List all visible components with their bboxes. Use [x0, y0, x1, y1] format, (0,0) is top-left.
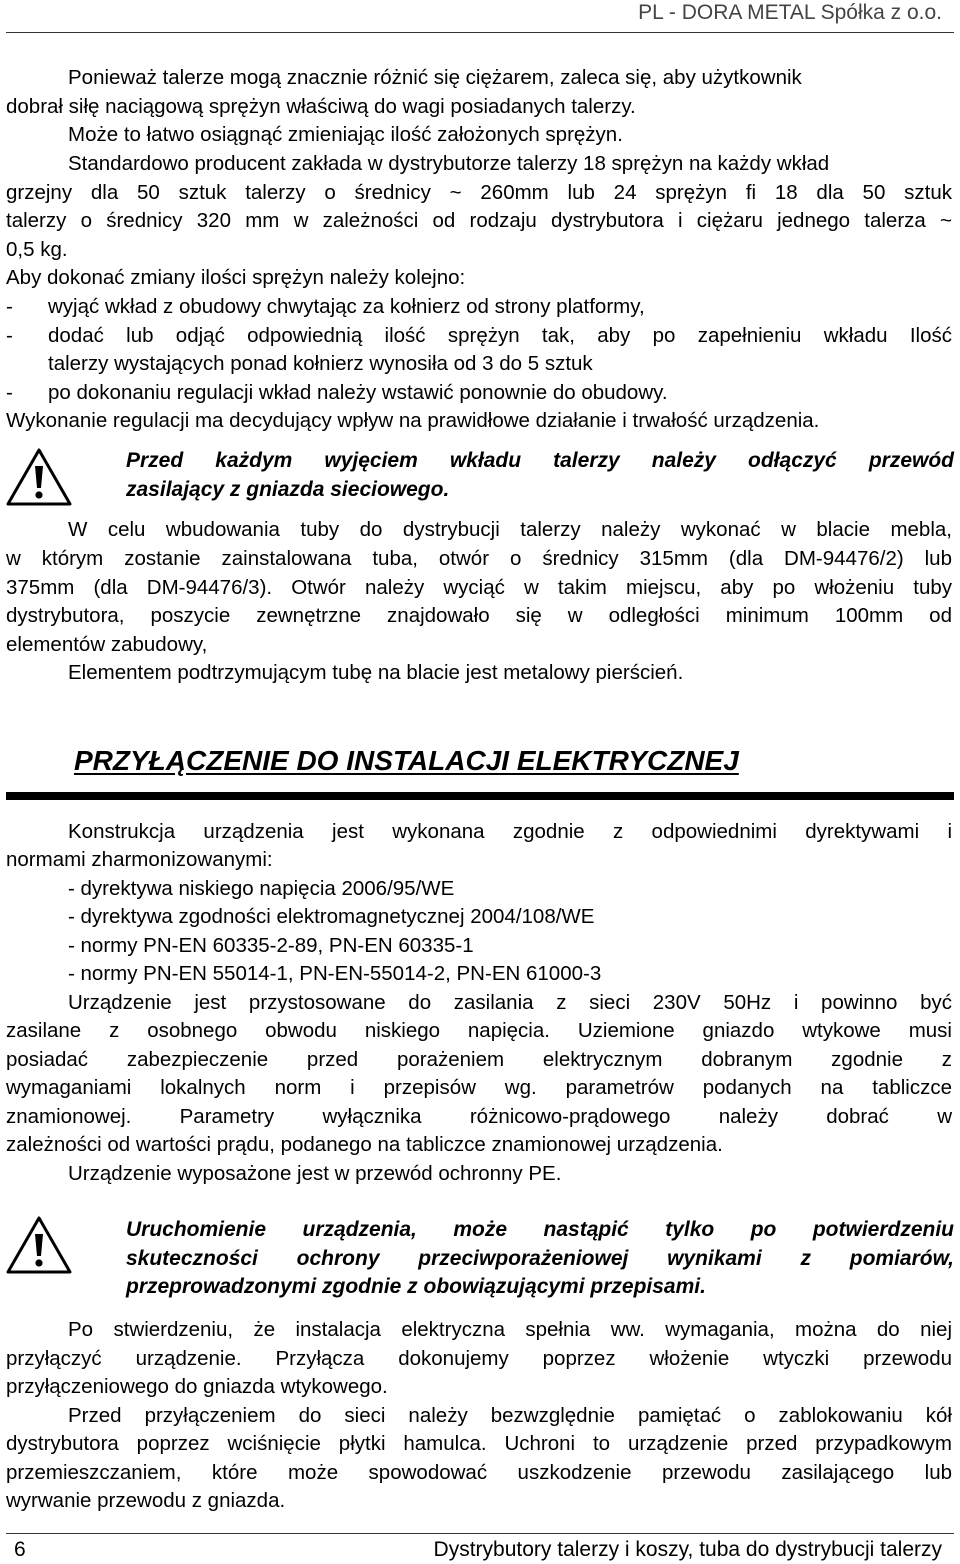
warning-triangle-icon	[4, 446, 74, 508]
list-item: po dokonaniu regulacji wkład należy wstawić ponownie do obudowy.	[48, 381, 668, 404]
heading-rule	[6, 792, 954, 800]
paragraph-line: Urządzenie jest przystosowane do zasilania z sieci 230V 50Hz i powinno być	[68, 991, 952, 1014]
list-item: - normy PN-EN 60335-2-89, PN-EN 60335-1	[68, 934, 474, 957]
list-item: - dyrektywa niskiego napięcia 2006/95/WE	[68, 877, 455, 900]
paragraph-line: wyrwanie przewodu z gniazda.	[6, 1489, 286, 1512]
paragraph-line: talerzy o średnicy 320 mm w zależności od rodzaju dystrybutora i ciężaru jednego talerza ~	[6, 209, 952, 232]
list-dash: -	[6, 295, 13, 318]
paragraph-line: Może to łatwo osiągnąć zmieniając ilość założonych sprężyn.	[68, 123, 623, 146]
warning-text: Uruchomienie urządzenia, może nastąpić tylko po potwierdzeniu	[126, 1218, 954, 1241]
paragraph-line: 0,5 kg.	[6, 238, 68, 261]
paragraph-line: przyłączeniowego do gniazda wtykowego.	[6, 1375, 388, 1398]
list-item: wyjąć wkład z obudowy chwytając za kołnierz od strony platformy,	[48, 295, 645, 318]
page-number: 6	[14, 1538, 26, 1561]
paragraph-line: 375mm (dla DM-94476/3). Otwór należy wyciąć w takim miejscu, aby po włożeniu tuby	[6, 576, 952, 599]
list-dash: -	[6, 324, 13, 347]
list-dash: -	[6, 381, 13, 404]
footer-rule	[6, 1533, 954, 1534]
paragraph-line: przyłączyć urządzenie. Przyłącza dokonujemy poprzez włożenie wtyczki przewodu	[6, 1347, 952, 1370]
paragraph-line: Przed przyłączeniem do sieci należy bezwzględnie pamiętać o zablokowaniu kół	[68, 1404, 952, 1427]
paragraph-line: dystrybutora poprzez wciśnięcie płytki hamulca. Uchroni to urządzenie przed przypadkowym	[6, 1432, 952, 1455]
warning-text: Przed każdym wyjęciem wkładu talerzy należy odłączyć przewód	[126, 449, 954, 472]
paragraph-line: wymaganiami lokalnych norm i przepisów wg. parametrów podanych na tabliczce	[6, 1076, 952, 1099]
paragraph-line: Ponieważ talerze mogą znacznie różnić się ciężarem, zaleca się, aby użytkownik	[68, 66, 802, 89]
warning-text: skuteczności ochrony przeciwporażeniowej wynikami z pomiarów,	[126, 1247, 954, 1270]
paragraph-line: posiadać zabezpieczenie przed porażeniem elektrycznym dobranym zgodnie z	[6, 1048, 952, 1071]
warning-text: przeprowadzonymi zgodnie z obowiązującymi przepisami.	[126, 1275, 706, 1298]
list-item: - dyrektywa zgodności elektromagnetycznej 2004/108/WE	[68, 905, 595, 928]
paragraph-line: Elementem podtrzymującym tubę na blacie jest metalowy pierścień.	[68, 661, 684, 684]
paragraph-line: Wykonanie regulacji ma decydujący wpływ na prawidłowe działanie i trwałość urządzenia.	[6, 409, 820, 432]
paragraph-line: elementów zabudowy,	[6, 633, 208, 656]
warning-text: zasilający z gniazda sieciowego.	[126, 478, 450, 501]
paragraph-line: Po stwierdzeniu, że instalacja elektryczna spełnia ww. wymagania, można do niej	[68, 1318, 952, 1341]
paragraph-line: dystrybutora, poszycie zewnętrzne znajdowało się w odległości minimum 100mm od	[6, 604, 952, 627]
list-item: talerzy wystających ponad kołnierz wynosiła od 3 do 5 sztuk	[48, 352, 593, 375]
paragraph-line: normami zharmonizowanymi:	[6, 848, 273, 871]
paragraph-line: zależności od wartości prądu, podanego na tabliczce znamionowej urządzenia.	[6, 1133, 723, 1156]
paragraph-line: Standardowo producent zakłada w dystrybutorze talerzy 18 sprężyn na każdy wkład	[68, 152, 830, 175]
footer-title: Dystrybutory talerzy i koszy, tuba do dystrybucji talerzy	[433, 1538, 942, 1561]
paragraph-line: w którym zostanie zainstalowana tuba, otwór o średnicy 315mm (dla DM-94476/2) lub	[6, 547, 952, 570]
paragraph-line: znamionowej. Parametry wyłącznika różnicowo-prądowego należy dobrać w	[6, 1105, 952, 1128]
list-item: - normy PN-EN 55014-1, PN-EN-55014-2, PN-EN 61000-3	[68, 962, 602, 985]
header-rule	[6, 32, 954, 33]
paragraph-line: dobrał siłę naciągową sprężyn właściwą do wagi posiadanych talerzy.	[6, 95, 636, 118]
paragraph-line: przemieszczaniem, które może spowodować uszkodzenie przewodu zasilającego lub	[6, 1461, 952, 1484]
section-heading: PRZYŁĄCZENIE DO INSTALACJI ELEKTRYCZNEJ	[74, 745, 739, 776]
paragraph-line: Aby dokonać zmiany ilości sprężyn należy kolejno:	[6, 266, 466, 289]
header-company: PL - DORA METAL Spółka z o.o.	[638, 1, 942, 24]
paragraph-line: zasilane z osobnego obwodu niskiego napięcia. Uziemione gniazdo wtykowe musi	[6, 1019, 952, 1042]
paragraph-line: Urządzenie wyposażone jest w przewód ochronny PE.	[68, 1162, 562, 1185]
list-item: dodać lub odjąć odpowiednią ilość sprężyn tak, aby po zapełnieniu wkładu Ilość	[48, 324, 952, 347]
paragraph-line: W celu wbudowania tuby do dystrybucji talerzy należy wykonać w blacie mebla,	[68, 518, 952, 541]
paragraph-line: Konstrukcja urządzenia jest wykonana zgodnie z odpowiednimi dyrektywami i	[68, 820, 952, 843]
paragraph-line: grzejny dla 50 sztuk talerzy o średnicy ~ 260mm lub 24 sprężyn fi 18 dla 50 sztuk	[6, 181, 952, 204]
warning-triangle-icon	[4, 1214, 74, 1276]
